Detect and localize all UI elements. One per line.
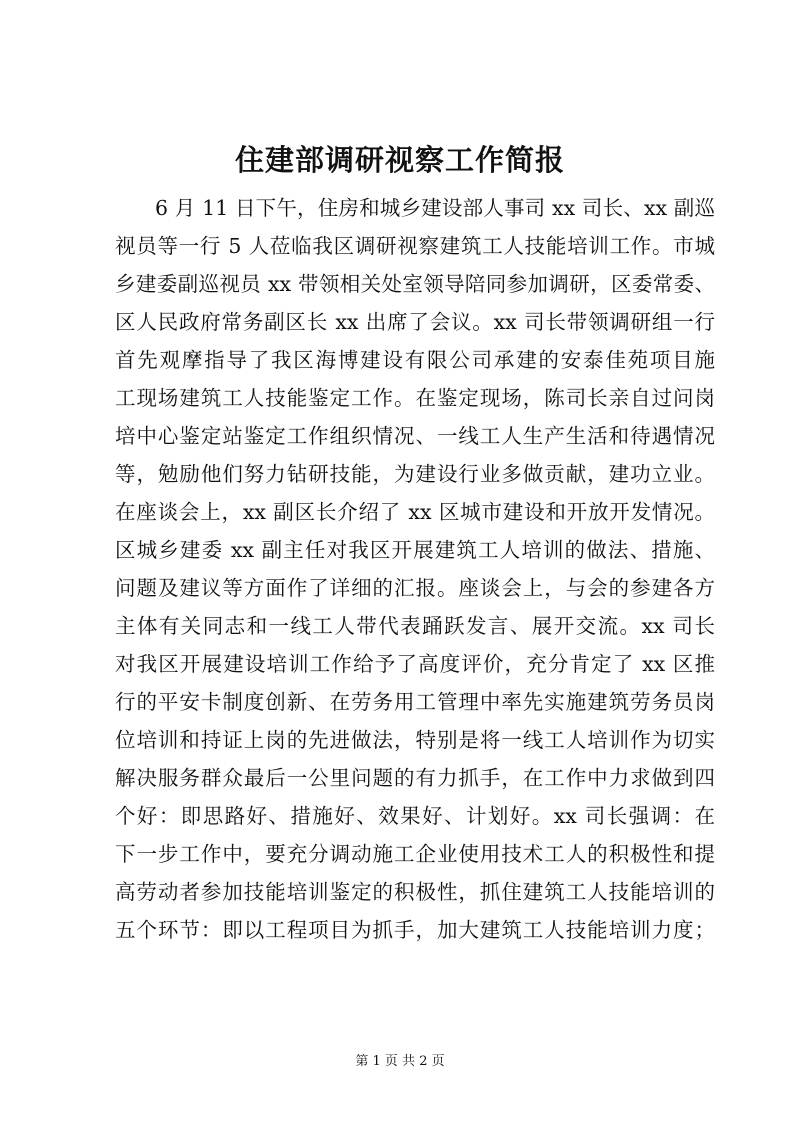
body-line: 问题及建议等方面作了详细的汇报。座谈会上，与会的参建各方 <box>115 576 715 600</box>
body-line: 工现场建筑工人技能鉴定工作。在鉴定现场，陈司长亲自过问岗 <box>115 386 715 410</box>
page-number-footer: 第 1 页 共 2 页 <box>355 1054 445 1069</box>
body-line: 乡建委副巡视员 xx 带领相关处室领导陪同参加调研，区委常委、 <box>115 272 715 296</box>
body-line: 在座谈会上，xx 副区长介绍了 xx 区城市建设和开放开发情况。 <box>115 500 715 524</box>
body-line: 行的平安卡制度创新、在劳务用工管理中率先实施建筑劳务员岗 <box>115 690 715 714</box>
body-line: 等，勉励他们努力钻研技能，为建设行业多做贡献，建功立业。 <box>115 462 715 486</box>
body-line: 视员等一行 5 人莅临我区调研视察建筑工人技能培训工作。市城 <box>115 234 715 258</box>
document-title: 住建部调研视察工作简报 <box>234 143 565 177</box>
body-line: 区人民政府常务副区长 xx 出席了会议。xx 司长带领调研组一行 <box>115 310 715 334</box>
body-line: 培中心鉴定站鉴定工作组织情况、一线工人生产生活和待遇情况 <box>115 424 715 448</box>
body-line: 位培训和持证上岗的先进做法，特别是将一线工人培训作为切实 <box>115 728 715 752</box>
body-line: 主体有关同志和一线工人带代表踊跃发言、展开交流。xx 司长 <box>115 614 715 638</box>
body-line: 下一步工作中，要充分调动施工企业使用技术工人的积极性和提 <box>115 842 715 866</box>
document-body <box>115 189 715 949</box>
body-line: 解决服务群众最后一公里问题的有力抓手，在工作中力求做到四 <box>115 766 715 790</box>
body-line: 对我区开展建设培训工作给予了高度评价，充分肯定了 xx 区推 <box>115 652 715 676</box>
body-line: 区城乡建委 xx 副主任对我区开展建筑工人培训的做法、措施、 <box>115 538 715 562</box>
body-line: 个好：即思路好、措施好、效果好、计划好。xx 司长强调：在 <box>115 804 715 828</box>
body-line: 首先观摩指导了我区海博建设有限公司承建的安泰佳苑项目施 <box>115 348 715 372</box>
body-line: 高劳动者参加技能培训鉴定的积极性，抓住建筑工人技能培训的 <box>115 880 715 904</box>
body-line: 6 月 11 日下午，住房和城乡建设部人事司 xx 司长、xx 副巡 <box>155 196 715 220</box>
body-line: 五个环节：即以工程项目为抓手，加大建筑工人技能培训力度； <box>115 918 715 942</box>
